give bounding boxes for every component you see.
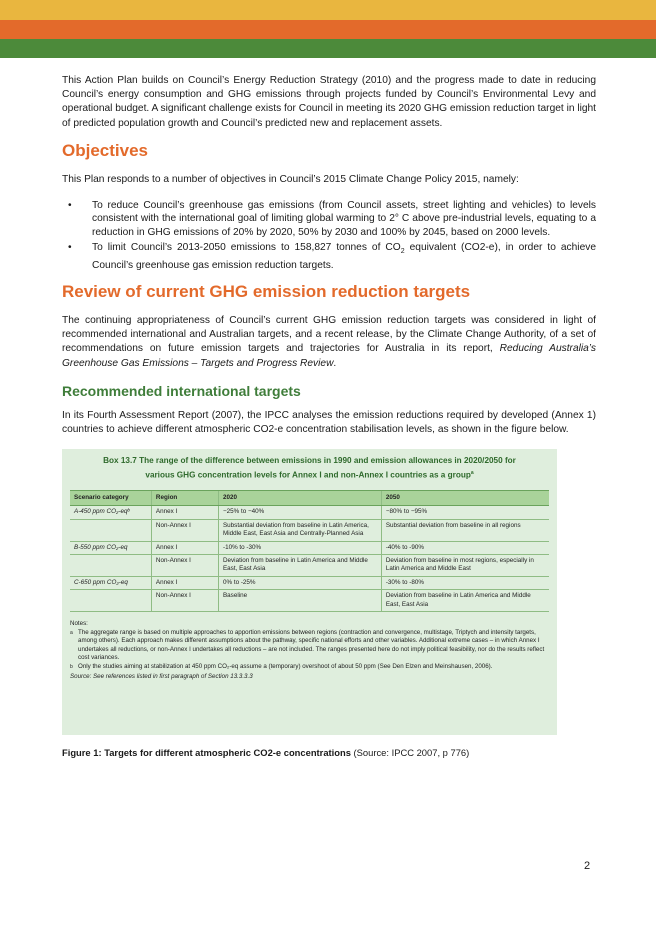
figure-title-line2 [70, 467, 549, 482]
table-row [70, 506, 549, 519]
objective-text-pre: To limit Council’s 2013-2050 emissions to 158,827 tonnes of CO [92, 242, 401, 254]
note-text: Only the studies aiming at stabilization at 450 ppm CO₂-eq assume a (temporary) overshoot of about 50 ppm (See Den Elzen and Meinshausen, 2006). [78, 663, 493, 671]
ipcc-figure [62, 449, 557, 735]
note-text: The aggregate range is based on multiple approaches to apportion emissions between regions (contraction and convergence, multistage, Triptych and intensity targets, among others). Each approach makes different assumptions about the pathway, specific national efforts and other variables. Additional extreme cases – in which Annex I undertakes all reductions, or non-Annex I undertakes all reductions – are not included. The ranges presented here do not imply political feasibility, nor do the results reflect cost variances. [78, 628, 545, 662]
header-band-orange [0, 20, 656, 39]
scenario-cell [70, 555, 151, 577]
value-2020-cell: −25% to −40% [218, 506, 381, 519]
scenario-cell: B-550 ppm CO₂-eq [70, 541, 151, 554]
figure-caption [62, 747, 596, 759]
value-2050-cell: -30% to -80% [381, 576, 549, 589]
review-heading: Review of current GHG emission reduction targets [62, 282, 471, 302]
figure-title [70, 455, 549, 482]
table-row [70, 576, 549, 589]
scenario-cell [70, 519, 151, 541]
intro-paragraph: This Action Plan builds on Council’s Energy Reduction Strategy (2010) and the progress made to date in reducing Council’s energy consumption and GHG emissions through projects funded by Council’s Environmental Levy and operational budget. A significant challenge exists for Council in meeting its 2020 GHG emission reduction target in light of predicted population growth and Council’s predicted new and replacement assets. [62, 75, 597, 129]
value-2020-cell: 0% to -25% [218, 576, 381, 589]
table-row [70, 590, 549, 612]
scenario-cell [70, 590, 151, 612]
caption-source: (Source: IPCC 2007, p 776) [350, 747, 470, 759]
figure-title-line2-text: various GHG concentration levels for Annex I and non-Annex I countries as a group [145, 471, 471, 481]
region-cell: Annex I [151, 576, 218, 589]
notes-label: Notes: [70, 620, 88, 628]
bullet-icon: • [68, 200, 72, 212]
subscript: 2 [400, 248, 405, 256]
table-row [70, 519, 549, 541]
value-2050-cell: -40% to -90% [381, 541, 549, 554]
objectives-heading: Objectives [62, 140, 148, 160]
region-cell: Annex I [151, 506, 218, 519]
targets-table [70, 490, 549, 612]
note-b [70, 663, 549, 672]
note-a [70, 629, 549, 663]
page-content [62, 74, 596, 759]
report-title: Reducing Australia’s Greenhouse Gas Emissions – Targets and Progress Review [62, 343, 596, 369]
region-cell: Non-Annex I [151, 519, 218, 541]
intl-heading: Recommended international targets [62, 382, 301, 399]
intl-paragraph: In its Fourth Assessment Report (2007), the IPCC analyses the emission reductions required by developed (Annex 1) countries to achieve different atmospheric CO2-e concentration stabilisation levels, as shown in the figure below. [62, 409, 596, 436]
table-body [70, 506, 549, 612]
region-cell: Annex I [151, 541, 218, 554]
value-2020-cell: -10% to -30% [218, 541, 381, 554]
objective-text-post: equivalent (CO2-e), in order to achieve Council’s greenhouse gas emission reduction targets. [92, 242, 596, 271]
list-item [62, 241, 596, 272]
figure-title-sup: a [470, 470, 474, 477]
value-2020-cell: Baseline [218, 590, 381, 612]
column-header: 2020 [218, 491, 381, 506]
region-cell: Non-Annex I [151, 590, 218, 612]
header-band-yellow [0, 0, 656, 20]
page-number: 2 [584, 860, 591, 872]
figure-title-line1: Box 13.7 The range of the difference between emissions in 1990 and emission allowances in 2020/2050 for [103, 456, 516, 466]
review-text: The continuing appropriateness of Council’s current GHG emission reduction targets was considered in light of recommended international and Australian targets, and a recent release, by the Climate Change Authority, of a set of recommendations on future emission targets and trajectories for Australia in its report, [62, 315, 596, 355]
note-marker: b [70, 664, 73, 671]
note-marker: a [70, 629, 73, 636]
column-header: 2050 [381, 491, 549, 506]
scenario-cell: A-450 ppm CO₂-eqᵇ [70, 506, 151, 519]
objectives-list [62, 199, 596, 272]
caption-title: Figure 1: Targets for different atmospheric CO2-e concentrations [62, 747, 351, 759]
review-paragraph [62, 314, 596, 371]
table-header-row [70, 491, 549, 506]
value-2020-cell: Substantial deviation from baseline in Latin America, Middle East, East Asia and Centrally-Planned Asia [218, 519, 381, 541]
column-header: Region [151, 491, 218, 506]
bullet-icon: • [68, 242, 72, 254]
review-text-end: . [333, 357, 337, 369]
value-2050-cell: −80% to −95% [381, 506, 549, 519]
figure-notes [70, 620, 549, 681]
figure-source: Source: See references listed in first paragraph of Section 13.3.3.3 [70, 672, 253, 680]
value-2050-cell: Deviation from baseline in most regions, especially in Latin America and Middle East [381, 555, 549, 577]
objectives-lead: This Plan responds to a number of objectives in Council’s 2015 Climate Change Policy 2015, namely: [62, 173, 519, 185]
table-row [70, 555, 549, 577]
objective-text: To reduce Council’s greenhouse gas emissions (from Council assets, street lighting and vehicles) to levels consistent with the international goal of limiting global warming to 2° C above pre-industrial levels, equating to a reduction in GHG emissions of 20% by 2020, 50% by 2030 and 100% by 2045, based on 2000 levels. [92, 200, 596, 238]
value-2050-cell: Deviation from baseline in Latin America and Middle East, East Asia [381, 590, 549, 612]
header-band-green [0, 39, 656, 58]
list-item [62, 199, 596, 239]
column-header: Scenario category [70, 491, 151, 506]
value-2050-cell: Substantial deviation from baseline in all regions [381, 519, 549, 541]
table-row [70, 541, 549, 554]
value-2020-cell: Deviation from baseline in Latin America and Middle East, East Asia [218, 555, 381, 577]
scenario-cell: C-650 ppm CO₂-eq [70, 576, 151, 589]
region-cell: Non-Annex I [151, 555, 218, 577]
